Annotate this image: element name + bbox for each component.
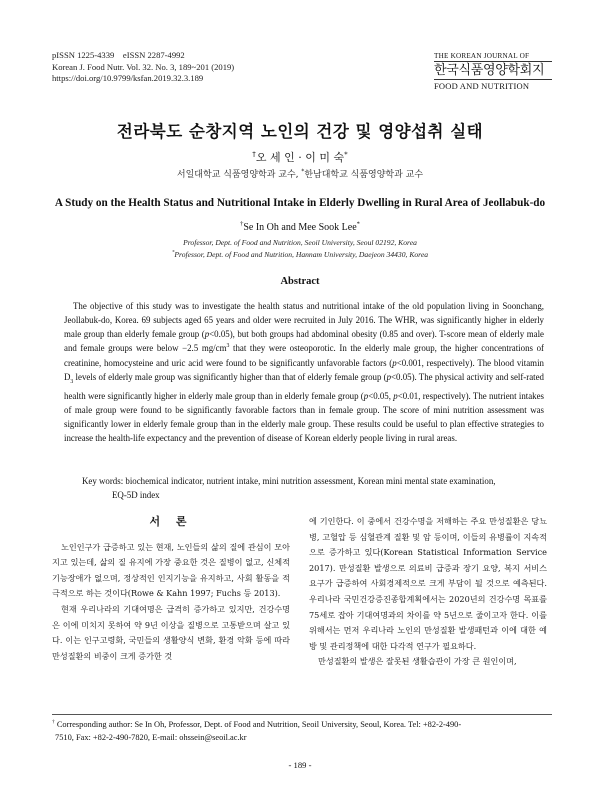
abstract-text: <0.01, respectively). The nutrient intakes of male group were found to be significantly favorable factors than in female group. The score of mini nutrition assessment was significantly lower in elderly female group than in the elderly male group. These results could be useful to plan effective strategies to increase the health-life expectancy and the prevention of disease of Korean elderly people living in rural areas.	[64, 390, 545, 444]
affiliation-en-2	[0, 250, 600, 259]
keywords-line-2: EQ-5D index	[112, 490, 160, 501]
journal-name-en-top: THE KOREAN JOURNAL OF	[434, 52, 552, 62]
page-number: - 189 -	[288, 760, 312, 770]
keywords-line-1: biochemical indicator, nutrient intake, mini nutrition assessment, Korean mini mental state examination,	[125, 476, 496, 486]
body-column-left	[52, 514, 290, 664]
abstract-text: The objective of this study was to investigate the health status and nutritional intake of the old population living in Soonchang, Jeollabuk-do, Korea. 69 subjects aged 65 years and older were recruited in July 2016. The WHR, was significantly higher in elderly male group than elderly female group (	[64, 301, 544, 340]
p-symbol: p	[204, 329, 210, 340]
journal-name-en-bottom: FOOD AND NUTRITION	[434, 79, 552, 91]
corresponding-mark: †	[252, 149, 256, 159]
corresponding-mark: †	[52, 719, 55, 726]
abstract-text: levels of elderly male group was significantly higher than that of elderly female group (	[73, 371, 387, 382]
affiliation-en-1: Professor, Dept. of Food and Nutrition, Seoil University, Seoul 02192, Korea	[183, 238, 417, 247]
authors-ko	[0, 149, 600, 165]
affiliation-mark: *	[344, 149, 348, 159]
abstract-paragraph	[64, 299, 544, 445]
abstract-text: <0.001, respectively). The blood vitamin D	[64, 357, 544, 382]
keywords-label: Key words:	[82, 476, 126, 486]
paper-title-en: A Study on the Health Status and Nutritional Intake in Elderly Dwelling in Rural Area of Jeollabuk-do	[54, 197, 546, 209]
footnote-text: Corresponding author: Se In Oh, Professor, Dept. of Food and Nutrition, Seoil University, Seoul, Korea. Tel: +82-2-490-	[54, 720, 462, 729]
doi-link[interactable]: https://doi.org/10.9799/ksfan.2019.32.3.189	[52, 73, 204, 83]
affiliation-mark: *	[171, 250, 175, 256]
body-paragraph: 만성질환의 발생은 잘못된 생활습관이 가장 큰 원인이며,	[318, 656, 517, 667]
affiliation-mark: *	[356, 220, 360, 228]
paper-title-ko: 전라북도 순창지역 노인의 건강 및 영양섭취 실태	[116, 122, 484, 141]
affiliation-ko-second: 한남대학교 식품영양학과 교수	[304, 170, 424, 180]
superscript-3: 3	[226, 343, 230, 350]
affiliation-en-2-text: Professor, Dept. of Food and Nutrition, Hannam University, Daejeon 34430, Korea	[174, 250, 429, 259]
p-symbol: p	[386, 371, 392, 382]
author-names-ko: 오 세 인 · 이 미 숙	[255, 151, 345, 164]
subscript-3: 3	[70, 378, 74, 385]
abstract-text: <0.05). The physical activity and self-rated health were significantly higher in elderly male group than in elderly female group (	[64, 371, 544, 401]
keywords	[64, 474, 544, 502]
abstract-body	[64, 299, 544, 445]
p-symbol: p	[392, 357, 397, 368]
issn-line: pISSN 1225-4339 eISSN 2287-4992	[52, 50, 185, 60]
corresponding-mark: †	[240, 220, 244, 228]
journal-logo	[434, 52, 552, 91]
citation-line: Korean J. Food Nutr. Vol. 32. No. 3, 189~201 (2019)	[52, 61, 235, 72]
abstract-text: that they were osteoporotic. In the elderly male group, the higher concentrations of creatinine, homocysteine and uric acid were found to be significantly unfavorable factors (	[64, 343, 544, 368]
body-column-right	[309, 514, 547, 670]
body-paragraph: 노인인구가 급증하고 있는 현재, 노인들의 삶의 질에 관심이 모아지고 있는데, 삶의 질 유지에 가장 중요한 것은 질병이 없고, 신체적 기능장애가 없으며, 정상적인 인지기능을 유지하고, 사회 활동을 적극적으로 하는 것이다(Rowe & Kahn 1997; Fuchs 등 2013).	[52, 541, 290, 599]
affiliation-mark: *	[301, 169, 305, 175]
abstract-text: <0.05), but both groups had abdominal obesity (0.85 and over). T-score mean of elderly male and female groups were below −2.5 mg/cm	[64, 329, 544, 354]
abstract-text: <0.05,	[368, 390, 394, 401]
authors-en	[0, 222, 600, 233]
section-heading-introduction: 서 론	[149, 515, 193, 528]
footnote-line-2: 7510, Fax: +82-2-490-7820, E-mail: ohssein@seoil.ac.kr	[55, 733, 247, 742]
abstract-heading: Abstract	[280, 276, 320, 287]
p-symbol: p	[393, 390, 398, 401]
affiliation-ko-first: 서일대학교 식품영양학과 교수,	[176, 170, 299, 180]
corresponding-author-footnote	[52, 714, 552, 744]
body-paragraph: 현재 우리나라의 기대여명은 급격히 증가하고 있지만, 건강수명은 이에 미치지 못하여 약 9년 이상을 질병으로 고통받으며 살고 있다. 이는 인구고령화, 국민들의 생활양식 변화, 환경 악화 등에 따라 만성질환의 비중이 크게 증가한 것	[52, 603, 290, 661]
footnote-line-1	[52, 718, 552, 731]
journal-name-ko: 한국식품영양학회지	[434, 63, 545, 78]
p-symbol: p	[363, 390, 369, 401]
body-paragraph: 에 기인한다. 이 중에서 건강수명을 저해하는 주요 만성질환은 당뇨병, 고혈압 등 심혈관계 질환 및 암 등이며, 이들의 유병률이 지속적으로 증가하고 있다(Korean Statistical Information Service 2017). 만성질환 발생으로 의료비 급증과 장기 요양, 복지 서비스 요구가 급증하여 사회경제적으로 크게 부담이 될 것으로 예측된다. 우리나라 국민건강증진종합계획에서는 2020년의 건강수명 목표를 75세로 잡아 기대여명과의 차이를 약 5년으로 줄이고자 한다. 이를 위해서는 먼저 우리나라 노인의 만성질환 발생패턴과 이에 대한 예방 및 관리정책에 대한 다각적 연구가 필요하다.	[309, 516, 547, 651]
author-names-en: Se In Oh and Mee Sook Lee	[243, 222, 357, 233]
affiliation-ko	[0, 167, 600, 180]
citation-block	[52, 50, 234, 85]
